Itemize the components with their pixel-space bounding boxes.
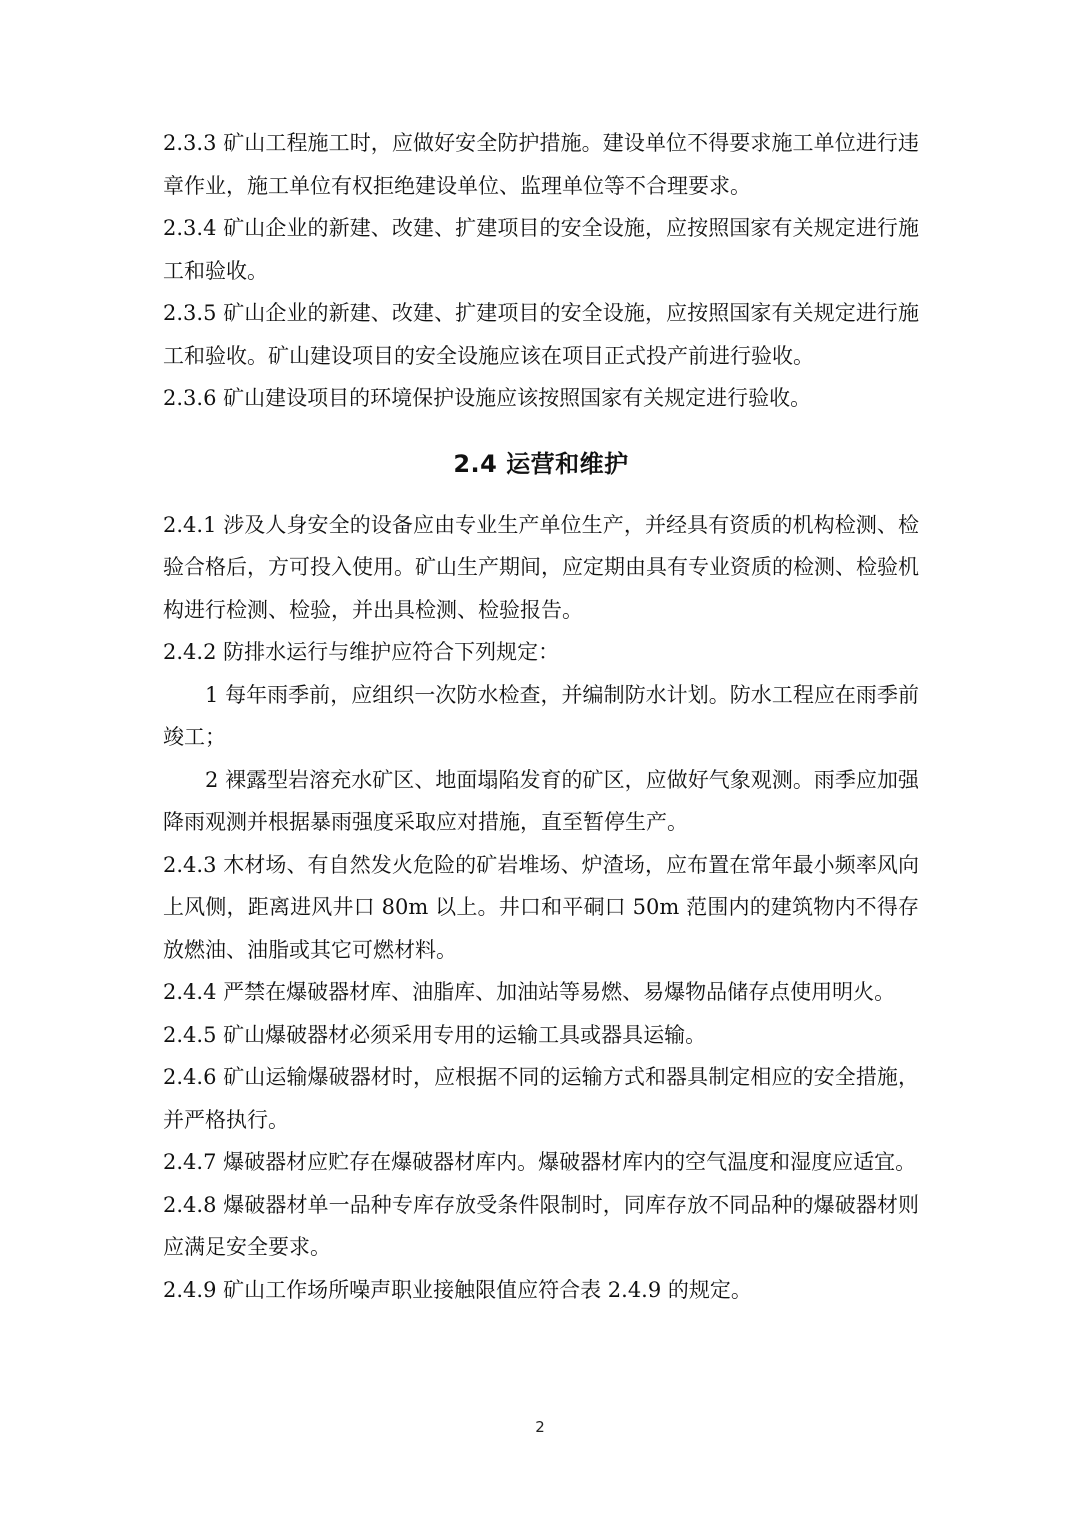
clause-2-4-2-item-2: 2 裸露型岩溶充水矿区、地面塌陷发育的矿区，应做好气象观测。雨季应加强降雨观测并根据暴雨强度采取应对措施，直至暂停生产。 <box>163 767 919 834</box>
clause-2-3-6: 2.3.6 矿山建设项目的环境保护设施应该按照国家有关规定进行验收。 <box>163 386 812 410</box>
clause-2-4-8: 2.4.8 爆破器材单一品种专库存放受条件限制时，同库存放不同品种的爆破器材则应满足安全要求。 <box>163 1192 919 1259</box>
page-number: 2 <box>535 1418 545 1436</box>
clause-2-4-6: 2.4.6 矿山运输爆破器材时，应根据不同的运输方式和器具制定相应的安全措施，并严格执行。 <box>163 1065 919 1132</box>
clause-2-4-7: 2.4.7 爆破器材应贮存在爆破器材库内。爆破器材库内的空气温度和湿度应适宜。 <box>163 1150 917 1174</box>
clause-2-4-4: 2.4.4 严禁在爆破器材库、油脂库、加油站等易燃、易爆物品储存点使用明火。 <box>163 980 896 1004</box>
clause-2-4-3: 2.4.3 木材场、有自然发火危险的矿岩堆场、炉渣场，应布置在常年最小频率风向上风侧，距离进风井口 80m 以上。井口和平硐口 50m 范围内的建筑物内不得存放燃油、油脂或其它可燃材料。 <box>163 852 919 962</box>
page-content <box>163 122 919 1311</box>
clause-2-4-5: 2.4.5 矿山爆破器材必须采用专用的运输工具或器具运输。 <box>163 1022 707 1047</box>
clause-2-4-9: 2.4.9 矿山工作场所噪声职业接触限值应符合表 2.4.9 的规定。 <box>163 1277 752 1302</box>
section-heading-2-4: 2.4 运营和维护 <box>453 449 629 478</box>
clause-2-3-4: 2.3.4 矿山企业的新建、改建、扩建项目的安全设施，应按照国家有关规定进行施工和验收。 <box>163 216 919 283</box>
clause-2-4-1: 2.4.1 涉及人身安全的设备应由专业生产单位生产，并经具有资质的机构检测、检验合格后，方可投入使用。矿山生产期间，应定期由具有专业资质的检测、检验机构进行检测、检验，并出具检测、检验报告。 <box>163 512 919 622</box>
clause-2-4-2: 2.4.2 防排水运行与维护应符合下列规定： <box>163 640 560 664</box>
clause-2-3-5: 2.3.5 矿山企业的新建、改建、扩建项目的安全设施，应按照国家有关规定进行施工和验收。矿山建设项目的安全设施应该在项目正式投产前进行验收。 <box>163 301 919 368</box>
clause-2-4-2-item-1: 1 每年雨季前，应组织一次防水检查，并编制防水计划。防水工程应在雨季前竣工； <box>163 682 919 749</box>
clause-2-3-3: 2.3.3 矿山工程施工时，应做好安全防护措施。建设单位不得要求施工单位进行违章作业，施工单位有权拒绝建设单位、监理单位等不合理要求。 <box>163 131 919 198</box>
